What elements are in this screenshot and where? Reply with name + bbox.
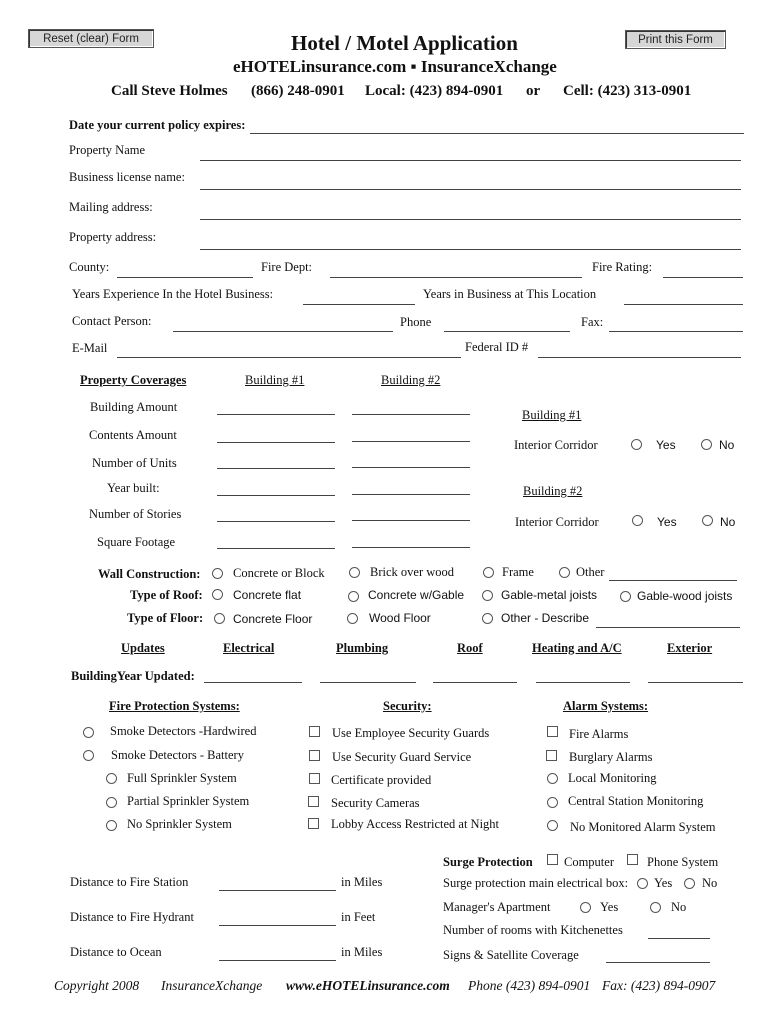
fire-hydrant-unit: in Feet [341,910,376,924]
form-subtitle: eHOTELinsurance.com ▪ InsuranceXchange [233,57,557,76]
exterior-heading: Exterior [667,641,713,655]
wall-concrete-radio[interactable] [212,568,223,579]
kitchenettes-label: Number of rooms with Kitchenettes [443,923,623,937]
fire-option-label: Full Sprinkler System [127,771,237,785]
signs-label: Signs & Satellite Coverage [443,948,579,962]
cell-phone: Cell: (423) 313-0901 [563,83,692,99]
fire-option-label: No Sprinkler System [127,817,232,831]
fax-label: Fax: [581,315,604,329]
security-heading: Security: [383,699,432,713]
wall-option-label: Brick over wood [370,565,455,579]
mailing-field[interactable] [200,219,741,220]
floor-type-label: Type of Floor: [127,611,204,625]
floor-other-field[interactable] [596,627,740,628]
footer-copyright: Copyright 2008 [54,978,140,993]
corridor1-no-label: No [719,438,735,452]
coverages-building2-heading: Building #2 [381,373,441,387]
electrical-year-field[interactable] [204,682,302,683]
surge-main-yes-label: Yes [654,876,673,890]
building-year-updated-label: BuildingYear Updated: [71,669,195,683]
smoke-battery-radio[interactable] [83,750,94,761]
building2-amount-field[interactable] [352,414,470,415]
building1-amount-field[interactable] [217,414,335,415]
corridor1-yes-radio[interactable] [631,439,642,450]
corridor1-no-radio[interactable] [701,439,712,450]
partial-sprinkler-radio[interactable] [106,797,117,808]
wall-option-label: Frame [502,565,534,579]
years-experience-label: Years Experience In the Hotel Business: [72,287,274,301]
employee-guards-checkbox[interactable] [309,726,320,737]
corridor-label: Interior Corridor [514,438,598,452]
roof-heading: Roof [457,641,483,655]
county-label: County: [69,260,110,274]
coverage-label: Square Footage [97,535,176,549]
fire-rating-field[interactable] [663,277,743,278]
alarm-option-label: Local Monitoring [568,771,657,785]
certificate-checkbox[interactable] [309,773,320,784]
phone-label: Phone [400,315,432,329]
footer-fax: Fax: (423) 894-0907 [602,978,716,993]
contact-label: Contact Person: [72,314,152,328]
alarm-heading: Alarm Systems: [563,699,649,713]
expire-label: Date your current policy expires: [69,118,246,132]
manager-yes-radio[interactable] [580,902,591,913]
fire-option-label: Smoke Detectors - Battery [111,748,244,762]
fire-option-label: Smoke Detectors -Hardwired [110,724,257,738]
wall-other-field[interactable] [609,580,737,581]
corridor-label: Interior Corridor [515,515,599,529]
manager-yes-label: Yes [600,900,619,914]
coverages-building1-heading: Building #1 [245,373,305,387]
smoke-hardwired-radio[interactable] [83,727,94,738]
alarm-option-label: Fire Alarms [569,727,629,741]
surge-computer-checkbox[interactable] [547,854,558,865]
plumbing-heading: Plumbing [336,641,389,655]
fire-alarms-checkbox[interactable] [547,726,558,737]
email-label: E-Mail [72,341,108,355]
floor-other-radio[interactable] [482,613,493,624]
years-location-label: Years in Business at This Location [423,287,597,301]
security-option-label: Certificate provided [331,773,432,787]
updates-heading: Updates [121,641,165,655]
floor-option-label: Concrete Floor [233,612,313,626]
roof-option-label: Concrete w/Gable [368,588,465,602]
surge-main-no-radio[interactable] [684,878,695,889]
floor-option-label: Wood Floor [369,611,431,625]
fire-station-unit: in Miles [341,875,383,889]
footer-phone: Phone (423) 894-0901 [468,978,591,993]
corridor2-yes-label: Yes [657,515,677,529]
footer-website[interactable]: www.eHOTELinsurance.com [286,978,450,993]
wall-frame-radio[interactable] [483,567,494,578]
building2-sqft-field[interactable] [352,547,470,548]
corridor1-yes-label: Yes [656,438,676,452]
exterior-year-field[interactable] [648,682,743,683]
surge-main-label: Surge protection main electrical box: [443,876,629,890]
floor-concrete-radio[interactable] [214,613,225,624]
floor-option-label: Other - Describe [501,611,590,625]
surge-protection-label: Surge Protection [443,855,533,869]
local-phone: Local: (423) 894-0901 [365,83,504,99]
security-option-label: Use Security Guard Service [332,750,472,764]
roof-option-label: Gable-wood joists [637,589,733,603]
heating-year-field[interactable] [536,682,630,683]
business-license-label: Business license name: [69,170,185,184]
fire-rating-label: Fire Rating: [592,260,653,274]
ocean-label: Distance to Ocean [70,945,162,959]
local-monitoring-radio[interactable] [547,773,558,784]
years-location-field[interactable] [624,304,743,305]
expire-field[interactable] [250,133,744,134]
full-sprinkler-radio[interactable] [106,773,117,784]
coverages-heading: Property Coverages [80,373,187,387]
building1-year-field[interactable] [217,495,335,496]
form-title: Hotel / Motel Application [291,31,518,55]
roof-type-label: Type of Roof: [130,588,203,602]
property-address-label: Property address: [69,230,157,244]
toll-free-phone: (866) 248-0901 [251,83,345,99]
signs-field[interactable] [606,962,710,963]
building2-contents-field[interactable] [352,441,470,442]
lobby-access-checkbox[interactable] [308,818,319,829]
electrical-heading: Electrical [223,641,275,655]
wall-construction-label: Wall Construction: [98,567,201,581]
or-text: or [526,83,541,99]
federal-id-label: Federal ID # [465,340,529,354]
manager-no-label: No [671,900,687,914]
wall-brick-radio[interactable] [349,567,360,578]
wall-option-label: Other [576,565,605,579]
property-address-field[interactable] [200,249,741,250]
fire-station-label: Distance to Fire Station [70,875,189,889]
business-license-field[interactable] [200,189,741,190]
security-option-label: Use Employee Security Guards [332,726,490,740]
heating-heading: Heating and A/C [532,641,622,655]
building2-year-field[interactable] [352,494,470,495]
mailing-label: Mailing address: [69,200,153,214]
corridor-building2-heading: Building #2 [523,484,583,498]
reset-form-button[interactable]: Reset (clear) Form [28,29,154,48]
phone-field[interactable] [444,331,570,332]
fire-dept-label: Fire Dept: [261,260,313,274]
roof-gable-metal-radio[interactable] [482,590,493,601]
building2-units-field[interactable] [352,467,470,468]
roof-concrete-flat-radio[interactable] [212,589,223,600]
building1-stories-field[interactable] [217,521,335,522]
coverage-label: Building Amount [90,400,178,414]
coverage-label: Number of Stories [89,507,182,521]
building2-stories-field[interactable] [352,520,470,521]
fire-hydrant-field[interactable] [219,925,336,926]
coverage-label: Number of Units [92,456,177,470]
call-name: Call Steve Holmes [111,83,228,99]
fax-field[interactable] [609,331,743,332]
surge-phone-checkbox[interactable] [627,854,638,865]
security-cameras-checkbox[interactable] [308,796,319,807]
fire-option-label: Partial Sprinkler System [127,794,250,808]
security-option-label: Security Cameras [331,796,420,810]
ocean-unit: in Miles [341,945,383,959]
alarm-option-label: No Monitored Alarm System [570,820,716,834]
corridor2-yes-radio[interactable] [632,515,643,526]
fire-protection-heading: Fire Protection Systems: [109,699,240,713]
surge-main-yes-radio[interactable] [637,878,648,889]
wall-other-radio[interactable] [559,567,570,578]
building1-sqft-field[interactable] [217,548,335,549]
coverage-label: Contents Amount [89,428,177,442]
coverage-label: Year built: [107,481,160,495]
building1-units-field[interactable] [217,468,335,469]
roof-option-label: Concrete flat [233,588,302,602]
surge-computer-label: Computer [564,855,614,869]
fire-station-field[interactable] [219,890,336,891]
print-form-button[interactable]: Print this Form [625,30,726,49]
guard-service-checkbox[interactable] [309,750,320,761]
manager-no-radio[interactable] [650,902,661,913]
security-option-label: Lobby Access Restricted at Night [331,817,500,831]
burglary-alarms-checkbox[interactable] [546,750,557,761]
fire-hydrant-label: Distance to Fire Hydrant [70,910,194,924]
property-name-label: Property Name [69,143,146,157]
surge-phone-label: Phone System [647,855,719,869]
fire-dept-field[interactable] [330,277,582,278]
email-field[interactable] [117,357,461,358]
roof-option-label: Gable-metal joists [501,588,598,602]
property-name-field[interactable] [200,160,741,161]
roof-year-field[interactable] [433,682,517,683]
alarm-option-label: Burglary Alarms [569,750,653,764]
kitchenettes-field[interactable] [648,938,710,939]
footer-company: InsuranceXchange [161,978,263,993]
wall-option-label: Concrete or Block [233,566,325,580]
roof-gable-wood-radio[interactable] [620,591,631,602]
county-field[interactable] [117,277,253,278]
ocean-field[interactable] [219,960,336,961]
corridor2-no-radio[interactable] [702,515,713,526]
building1-contents-field[interactable] [217,442,335,443]
years-experience-field[interactable] [303,304,415,305]
roof-concrete-gable-radio[interactable] [348,591,359,602]
no-sprinkler-radio[interactable] [106,820,117,831]
corridor-building1-heading: Building #1 [522,408,582,422]
surge-main-no-label: No [702,876,718,890]
corridor2-no-label: No [720,515,736,529]
alarm-option-label: Central Station Monitoring [568,794,704,808]
central-station-radio[interactable] [547,797,558,808]
federal-id-field[interactable] [538,357,741,358]
floor-wood-radio[interactable] [347,613,358,624]
manager-apartment-label: Manager's Apartment [443,900,551,914]
contact-field[interactable] [173,331,393,332]
plumbing-year-field[interactable] [320,682,416,683]
no-monitored-radio[interactable] [547,820,558,831]
